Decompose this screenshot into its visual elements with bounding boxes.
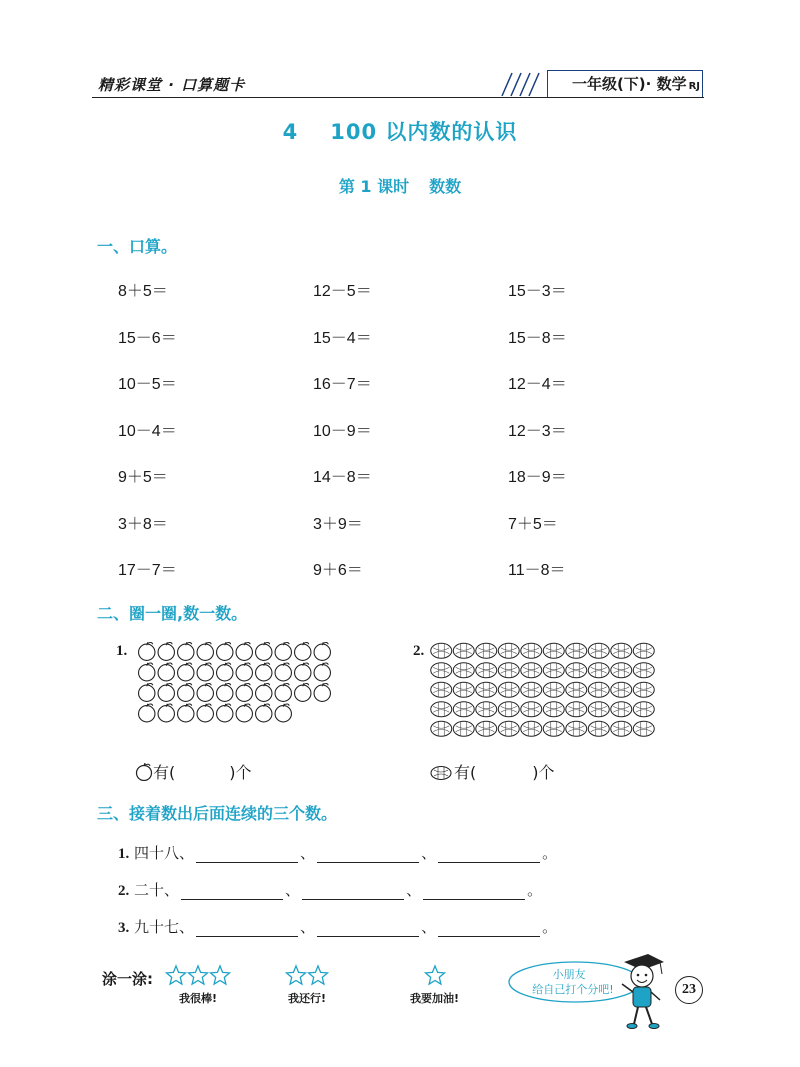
nut-icon[interactable]: [453, 702, 474, 717]
calc-item: 15－6＝: [118, 329, 177, 347]
cartoon-boy-icon: [614, 950, 670, 1032]
sequence-end: 。: [542, 844, 558, 862]
nut-icon[interactable]: [453, 682, 474, 697]
apple-icon[interactable]: [139, 663, 155, 681]
nut-icon[interactable]: [543, 702, 564, 717]
rating-group: [410, 964, 459, 1006]
apple-icon[interactable]: [256, 642, 272, 660]
calc-item: 14－8＝: [313, 469, 372, 486]
calc-item: 10－9＝: [313, 422, 372, 440]
nut-icon[interactable]: [431, 663, 452, 678]
apple-icon[interactable]: [217, 704, 233, 722]
apple-icon[interactable]: [217, 663, 233, 681]
apple-icon[interactable]: [139, 704, 155, 722]
header-rule: [92, 97, 704, 98]
nut-icon[interactable]: [588, 663, 609, 678]
separator: 、: [406, 881, 422, 899]
sequence-end: 。: [527, 881, 543, 899]
nut-icon[interactable]: [543, 721, 564, 736]
apple-icon[interactable]: [178, 704, 194, 722]
calc-item: 11－8＝: [508, 562, 566, 579]
answer-blank[interactable]: [317, 848, 419, 863]
nut-icon[interactable]: [633, 702, 654, 717]
page-number: 23: [675, 976, 703, 1004]
sequence-number: 2.: [118, 883, 130, 899]
section-heading-continue-count: 三、接着数出后面连续的三个数。: [97, 804, 338, 823]
calc-item: 10－5＝: [118, 376, 177, 393]
answer-blank[interactable]: [196, 922, 298, 937]
apple-icon[interactable]: [256, 683, 272, 701]
nut-icon[interactable]: [498, 643, 519, 658]
apple-icon[interactable]: [236, 704, 252, 722]
nut-icon[interactable]: [431, 643, 452, 658]
header-grade-subject: [572, 73, 700, 94]
answer-blank[interactable]: [181, 885, 283, 900]
nut-icon[interactable]: [453, 663, 474, 678]
nut-icon[interactable]: [588, 702, 609, 717]
nut-icon[interactable]: [633, 643, 654, 658]
section-heading-mental-math: 一、口算。: [97, 237, 178, 256]
apple-icon[interactable]: [139, 683, 155, 701]
apple-icon[interactable]: [178, 642, 194, 660]
rating-group: [285, 964, 329, 1006]
sequence-start: 四十八、: [134, 844, 195, 862]
nut-icon[interactable]: [633, 682, 654, 697]
nut-icon[interactable]: [476, 643, 497, 658]
nut-icon[interactable]: [611, 663, 632, 678]
apple-icon[interactable]: [314, 663, 330, 681]
nut-icon[interactable]: [588, 721, 609, 736]
star-icon[interactable]: [189, 966, 208, 984]
sequence-start: 九十七、: [134, 918, 195, 936]
answer-blank[interactable]: [317, 922, 419, 937]
nut-icon[interactable]: [611, 702, 632, 717]
rating-group: [165, 964, 231, 1006]
star-icon[interactable]: [425, 966, 444, 984]
unit-title: 100 以内数的认识: [330, 120, 518, 144]
unit-number: 4: [282, 120, 299, 144]
q1-answer-prefix: 有(: [153, 763, 176, 782]
nut-icon[interactable]: [611, 682, 632, 697]
apple-icon[interactable]: [158, 642, 174, 660]
page-title: [0, 116, 800, 146]
calc-item: 15－3＝: [508, 283, 567, 300]
nut-icon[interactable]: [543, 643, 564, 658]
separator: 、: [300, 918, 316, 936]
apple-icon[interactable]: [314, 683, 330, 701]
nut-icon[interactable]: [566, 663, 587, 678]
apple-icon[interactable]: [197, 704, 213, 722]
q1-answer-line: [135, 760, 252, 783]
apple-icon[interactable]: [178, 683, 194, 701]
nut-icon[interactable]: [521, 643, 542, 658]
grade-subject-text: 一年级(下)· 数学: [571, 75, 687, 93]
apple-grid: [137, 640, 332, 728]
nut-icon[interactable]: [453, 721, 474, 736]
apple-icon[interactable]: [295, 642, 311, 660]
lesson-subtitle: [0, 174, 800, 197]
separator: 、: [300, 844, 316, 862]
nut-icon[interactable]: [543, 663, 564, 678]
nut-icon[interactable]: [521, 663, 542, 678]
calc-item: 3＋8＝: [118, 515, 168, 533]
calc-item: 18－9＝: [508, 469, 567, 486]
nut-icon[interactable]: [566, 721, 587, 736]
answer-blank[interactable]: [302, 885, 404, 900]
nut-icon[interactable]: [521, 702, 542, 717]
star-icon[interactable]: [211, 966, 230, 984]
nut-icon[interactable]: [566, 643, 587, 658]
nut-icon[interactable]: [633, 721, 654, 736]
bubble-line-1: 小朋友: [552, 968, 586, 981]
rating-caption: 我要加油!: [410, 992, 460, 1005]
apple-icon[interactable]: [275, 663, 291, 681]
calc-item: 9＋6＝: [313, 562, 363, 579]
answer-blank[interactable]: [196, 848, 298, 863]
answer-blank[interactable]: [423, 885, 525, 900]
apple-icon[interactable]: [236, 663, 252, 681]
nut-icon[interactable]: [566, 682, 587, 697]
nut-icon[interactable]: [498, 702, 519, 717]
nut-icon[interactable]: [566, 702, 587, 717]
calc-item: 12－5＝: [313, 283, 372, 300]
apple-icon[interactable]: [236, 642, 252, 660]
apple-icon[interactable]: [197, 683, 213, 701]
nut-icon[interactable]: [453, 643, 474, 658]
lesson-number: 第 1 课时: [338, 177, 410, 196]
nut-icon[interactable]: [431, 682, 452, 697]
nut-icon[interactable]: [431, 721, 452, 736]
rating-label: 涂一涂:: [102, 970, 153, 988]
calc-item: 12－3＝: [508, 422, 567, 440]
apple-icon[interactable]: [158, 663, 174, 681]
nut-icon[interactable]: [476, 721, 497, 736]
nut-icon[interactable]: [611, 643, 632, 658]
sequence-number: 1.: [118, 846, 130, 862]
nut-icon[interactable]: [476, 682, 497, 697]
apple-icon[interactable]: [236, 683, 252, 701]
apple-icon[interactable]: [275, 642, 291, 660]
star-icon[interactable]: [287, 966, 306, 984]
calc-item: 8＋5＝: [118, 283, 168, 300]
nut-icon[interactable]: [476, 702, 497, 717]
sequence-item: [118, 916, 557, 937]
nut-icon[interactable]: [521, 682, 542, 697]
nut-icon[interactable]: [633, 663, 654, 678]
nut-icon[interactable]: [431, 702, 452, 717]
apple-icon[interactable]: [275, 704, 291, 722]
q1-number: 1.: [116, 643, 128, 659]
nut-icon[interactable]: [588, 643, 609, 658]
nut-icon[interactable]: [498, 663, 519, 678]
nut-icon[interactable]: [588, 682, 609, 697]
apple-icon[interactable]: [139, 642, 155, 660]
apple-icon[interactable]: [217, 642, 233, 660]
rating-caption: 我很棒!: [178, 992, 218, 1005]
answer-blank[interactable]: [438, 922, 540, 937]
calc-item: 15－4＝: [313, 329, 372, 347]
edition-label: RJ: [688, 81, 700, 92]
apple-icon: [135, 763, 153, 781]
apple-icon[interactable]: [197, 642, 213, 660]
nut-icon[interactable]: [476, 663, 497, 678]
apple-icon[interactable]: [275, 683, 291, 701]
q1-answer-suffix: )个: [229, 763, 252, 782]
calc-item: 3＋9＝: [313, 515, 363, 533]
star-icon[interactable]: [167, 966, 186, 984]
calc-item: 7＋5＝: [508, 515, 558, 533]
nut-icon[interactable]: [498, 682, 519, 697]
nut-grid: [430, 640, 655, 744]
sequence-start: 二十、: [134, 881, 180, 899]
calc-item: 15－8＝: [508, 329, 567, 347]
nut-icon[interactable]: [521, 721, 542, 736]
nut-icon[interactable]: [611, 721, 632, 736]
calc-item: 17－7＝: [118, 562, 177, 579]
apple-icon[interactable]: [295, 663, 311, 681]
header-slashes-decoration: [498, 70, 548, 97]
answer-blank[interactable]: [438, 848, 540, 863]
nut-icon[interactable]: [543, 682, 564, 697]
separator: 、: [421, 844, 437, 862]
calc-item: 12－4＝: [508, 376, 567, 393]
q2-number: 2.: [413, 643, 425, 659]
calc-item: 10－4＝: [118, 422, 177, 440]
sequence-item: [118, 879, 542, 900]
nut-icon[interactable]: [498, 721, 519, 736]
apple-icon[interactable]: [197, 663, 213, 681]
calc-item: 9＋5＝: [118, 469, 168, 486]
header-series-title: 精彩课堂 · 口算题卡: [98, 76, 246, 94]
apple-icon[interactable]: [295, 683, 311, 701]
q2-answer-suffix: )个: [532, 763, 555, 782]
sequence-end: 。: [542, 918, 558, 936]
apple-icon[interactable]: [178, 663, 194, 681]
separator: 、: [421, 918, 437, 936]
apple-icon[interactable]: [158, 683, 174, 701]
lesson-topic: 数数: [429, 177, 462, 196]
q2-answer-line: [430, 760, 555, 783]
section-heading-circle-count: 二、圈一圈,数一数。: [97, 604, 248, 623]
star-icon[interactable]: [309, 966, 328, 984]
apple-icon[interactable]: [314, 642, 330, 660]
separator: 、: [285, 881, 301, 899]
calc-item: 16－7＝: [313, 376, 372, 393]
nut-icon: [430, 765, 454, 781]
apple-icon[interactable]: [217, 683, 233, 701]
q2-answer-prefix: 有(: [454, 763, 477, 782]
bubble-line-2: 给自己打个分吧!: [532, 983, 614, 996]
sequence-number: 3.: [118, 920, 130, 936]
sequence-item: [118, 842, 557, 863]
apple-icon[interactable]: [256, 704, 272, 722]
apple-icon[interactable]: [256, 663, 272, 681]
rating-caption: 我还行!: [287, 992, 327, 1005]
apple-icon[interactable]: [158, 704, 174, 722]
